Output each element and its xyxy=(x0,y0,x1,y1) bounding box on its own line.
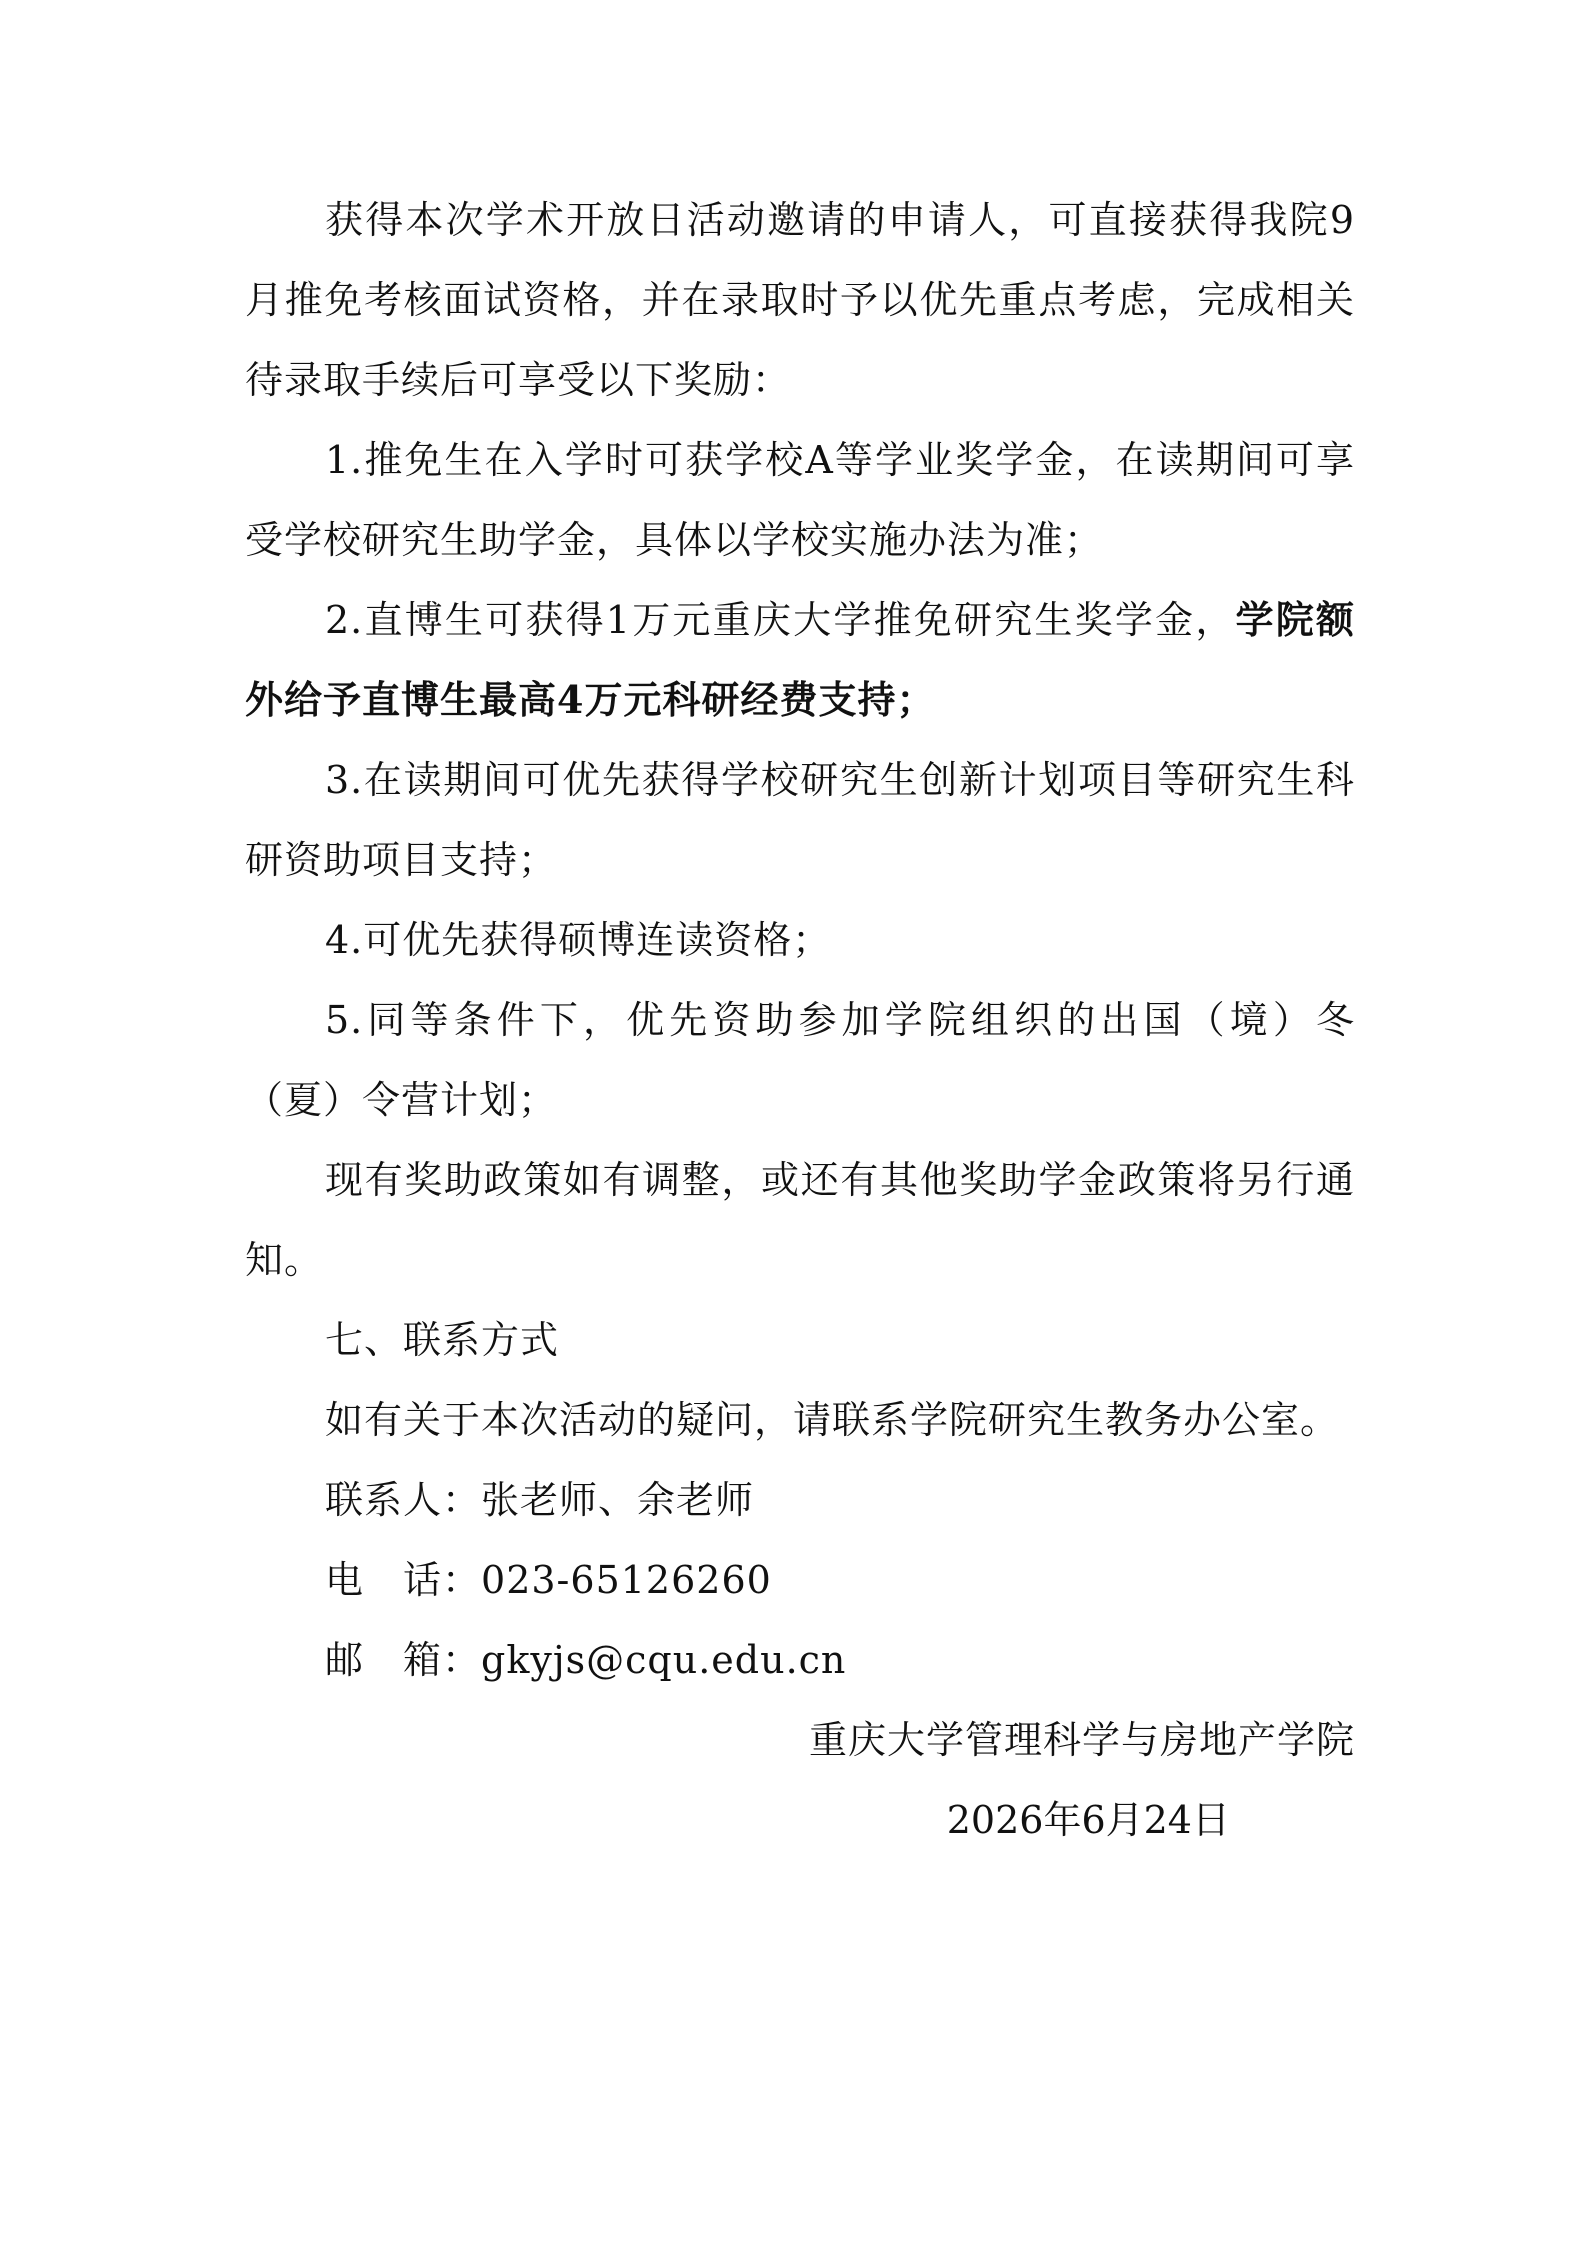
reward-item-2 xyxy=(245,580,1355,740)
reward-item-4: 4.可优先获得硕博连读资格； xyxy=(325,918,832,962)
reward-item-3: 3.在读期间可优先获得学校研究生创新计划项目等研究生科研资助项目支持； xyxy=(245,758,1355,882)
reward-item-2-bold-text: 学院额外给予直博生最高4万元科研经费支持； xyxy=(245,597,1355,722)
reward-item-2-text: 2.直博生可获得1万元重庆大学推免研究生奖学金， xyxy=(325,598,1236,642)
reward-item-1: 1.推免生在入学时可获学校A等学业奖学金，在读期间可享受学校研究生助学金，具体以学校实施办法为准； xyxy=(245,438,1355,562)
contact-email-value: gkyjs@cqu.edu.cn xyxy=(481,1638,847,1682)
section-heading-contact: 七、联系方式 xyxy=(325,1318,560,1362)
contact-phone-label: 电 话： xyxy=(325,1558,482,1602)
policy-notice: 现有奖助政策如有调整，或还有其他奖助学金政策将另行通知。 xyxy=(245,1158,1355,1282)
contact-person-label: 联系人： xyxy=(325,1478,482,1522)
contact-person-value: 张老师、余老师 xyxy=(481,1478,755,1522)
intro-paragraph: 获得本次学术开放日活动邀请的申请人，可直接获得我院9月推免考核面试资格，并在录取时予以优先重点考虑，完成相关待录取手续后可享受以下奖励： xyxy=(245,198,1355,402)
contact-person-line xyxy=(245,1460,1355,1540)
document-body xyxy=(245,180,1355,1860)
contact-email-label: 邮 箱： xyxy=(325,1638,482,1682)
contact-email-line xyxy=(245,1620,1355,1700)
contact-intro: 如有关于本次活动的疑问，请联系学院研究生教务办公室。 xyxy=(325,1398,1340,1442)
signature-org: 重庆大学管理科学与房地产学院 xyxy=(808,1718,1355,1762)
contact-phone-line xyxy=(245,1540,1355,1620)
reward-item-5: 5.同等条件下，优先资助参加学院组织的出国（境）冬（夏）令营计划； xyxy=(245,998,1355,1122)
contact-phone-value: 023-65126260 xyxy=(481,1558,772,1602)
signature-date: 2026年6月24日 xyxy=(946,1798,1230,1842)
